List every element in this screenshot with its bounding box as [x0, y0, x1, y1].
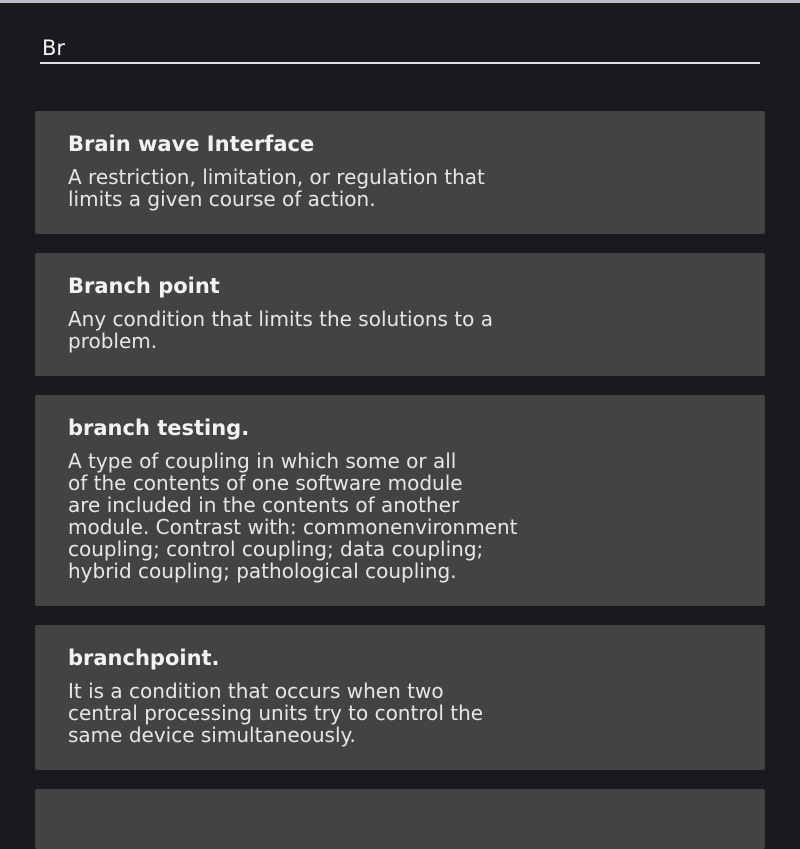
status-bar-edge [0, 0, 800, 3]
result-description: Any condition that limits the solutions to a problem. [68, 307, 493, 353]
result-card[interactable] [35, 625, 765, 770]
result-title: branchpoint. [68, 646, 220, 670]
result-description: A type of coupling in which some or all of the contents of one software module are included in the contents of another module. Contrast with: commonenvironment coupling; control coupling; data coupling; hybrid coupling; pathological coupling. [68, 449, 518, 583]
result-title: Branch point [68, 274, 220, 298]
result-description: A restriction, limitation, or regulation that limits a given course of action. [68, 165, 485, 211]
search-bar[interactable] [40, 34, 758, 64]
result-card-partial[interactable] [35, 789, 765, 849]
results-list[interactable] [35, 111, 765, 849]
result-card[interactable] [35, 395, 765, 606]
result-title: branch testing. [68, 416, 250, 440]
result-description: It is a condition that occurs when two central processing units try to control the same device simultaneously. [68, 679, 484, 747]
search-input[interactable] [40, 34, 760, 64]
result-card[interactable] [35, 111, 765, 234]
result-title: Brain wave Interface [68, 132, 315, 156]
result-card[interactable] [35, 253, 765, 376]
